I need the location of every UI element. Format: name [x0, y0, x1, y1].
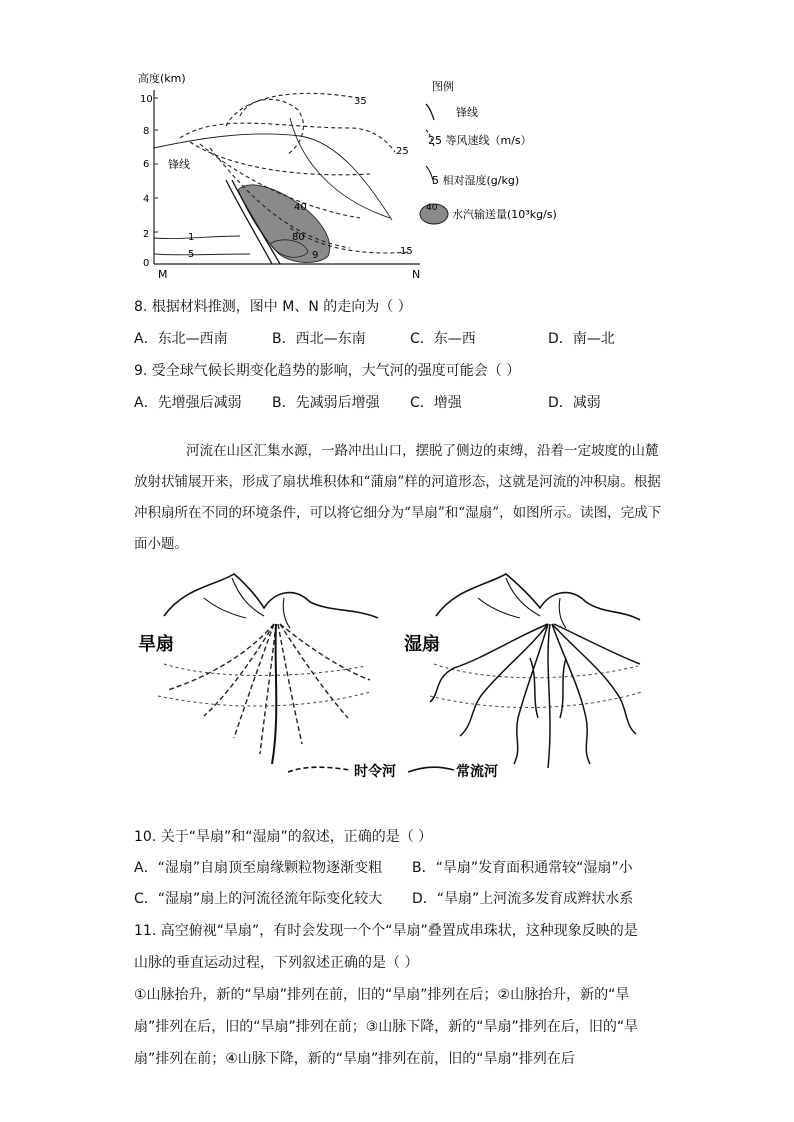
legend-humidity-label: 5 相对湿度(g/kg) [432, 174, 520, 187]
q10-option-c[interactable]: C．“湿扇”扇上的河流径流年际变化较大 [134, 891, 383, 907]
legend-wind-label: 25 等风速线（m/s） [428, 134, 532, 147]
y-axis-label: 高度(km) [138, 72, 186, 85]
dry-fan-arc-outer [158, 692, 370, 706]
q8-option-b[interactable]: B．西北—东南 [272, 331, 366, 347]
alluvial-fan-passage: 河流在山区汇集水源，一路冲出山口，摆脱了侧边的束缚，沿着一定坡度的山麓放射状铺展开来，形成了扇状堆积体和“蒲扇”样的河道形态，这就是河流的冲积扇。根据冲积扇所在不同的环境条件，可以将它细分为“旱扇”和“湿扇”，如图所示。读图，完成下面小题。 [134, 443, 662, 552]
humidity-contour-5 [154, 254, 250, 255]
dry-fan-seasonal-streams [168, 624, 370, 754]
q11-statements-line2: 扇”排列在后，旧的“旱扇”排列在前；③山脉下降，新的“旱扇”排列在后，旧的“旱 [134, 1019, 639, 1035]
q10-option-d[interactable]: D．“旱扇”上河流多发育成辫状水系 [412, 891, 634, 907]
q9-option-b[interactable]: B．先减弱后增强 [272, 395, 380, 411]
front-label: 锋线 [168, 158, 190, 171]
q9-option-c[interactable]: C．增强 [410, 395, 462, 411]
q11-statements-line1: ①山脉抬升，新的“旱扇”排列在前，旧的“旱扇”排列在后；②山脉抬升，新的“旱 [134, 987, 630, 1003]
contour-label-15: 15 [400, 246, 413, 257]
humidity-contour-1 [154, 236, 240, 239]
question-10-stem: 10. 关于“旱扇”和“湿扇”的叙述，正确的是（ ） [134, 829, 433, 845]
wet-fan-arc-inner [434, 664, 638, 678]
q10-option-a[interactable]: A．“湿扇”自扇顶至扇缘颗粒物逐渐变粗 [134, 860, 383, 876]
legend-title: 图例 [432, 80, 454, 93]
contour-label-9: 9 [312, 250, 319, 261]
question-11-stem-line2: 山脉的垂直运动过程，下列叙述正确的是（ ） [134, 955, 419, 971]
y-tick-6: 6 [143, 159, 150, 170]
q9-option-a[interactable]: A．先增强后减弱 [134, 395, 242, 411]
x-label-n: N [412, 268, 421, 281]
legend-vapor-label: 水汽输送量(10³kg/s) [452, 208, 557, 221]
legend-seasonal-symbol [288, 767, 350, 772]
wet-fan-braided-streams [430, 624, 640, 768]
chart-legend [420, 79, 557, 224]
x-label-m: M [158, 268, 168, 281]
y-tick-2: 2 [143, 229, 150, 240]
legend-vapor-value: 40 [426, 203, 438, 213]
contour-label-80: 80 [292, 232, 305, 243]
wind-contour-top [226, 93, 358, 126]
q8-option-a[interactable]: A．东北—西南 [134, 331, 228, 347]
wind-contour-35 [240, 99, 303, 154]
question-8-stem: 8. 根据材料推测，图中 M、N 的走向为（ ） [134, 299, 412, 315]
y-tick-10: 10 [140, 94, 153, 105]
legend-perennial-symbol [408, 767, 454, 772]
wet-fan-label: 湿扇 [404, 634, 440, 655]
y-ticks [140, 94, 158, 269]
wet-fan-mountains [436, 574, 640, 620]
dry-fan-mountains [164, 574, 378, 618]
q8-option-d[interactable]: D．南—北 [548, 331, 615, 347]
legend-perennial-label: 常流河 [456, 764, 498, 780]
contour-label-35: 35 [354, 96, 367, 107]
q11-statements-line3: 扇”排列在前；④山脉下降，新的“旱扇”排列在前，旧的“旱扇”排列在后 [134, 1051, 575, 1067]
legend-front-label: 锋线 [456, 106, 478, 119]
contour-label-5: 5 [188, 249, 195, 260]
y-tick-0: 0 [143, 258, 150, 269]
q8-option-c[interactable]: C．东—西 [410, 331, 476, 347]
legend-seasonal-label: 时令河 [354, 764, 396, 780]
question-11-stem-line1: 11. 高空俯视“旱扇”，有时会发现一个个“旱扇”叠置成串珠状，这种现象反映的是 [134, 923, 638, 939]
alluvial-fan-figure [134, 568, 664, 788]
contour-label-1: 1 [188, 232, 195, 243]
y-tick-8: 8 [143, 126, 150, 137]
dry-fan-arc-inner [164, 664, 366, 676]
q9-option-d[interactable]: D．减弱 [548, 395, 601, 411]
cross-section-figure [130, 68, 570, 283]
wet-fan-ridges [478, 578, 566, 628]
legend-front-symbol [426, 104, 434, 120]
question-9-stem: 9. 受全球气候长期变化趋势的影响，大气河的强度可能会（ ） [134, 363, 521, 379]
contour-label-40: 40 [294, 202, 307, 213]
dry-fan-perennial-stream [272, 624, 276, 764]
contour-label-25: 25 [396, 146, 409, 157]
y-tick-4: 4 [143, 194, 150, 205]
dry-fan-label: 旱扇 [138, 634, 174, 655]
q10-option-b[interactable]: B．“旱扇”发育面积通常较“湿扇”小 [412, 860, 633, 876]
